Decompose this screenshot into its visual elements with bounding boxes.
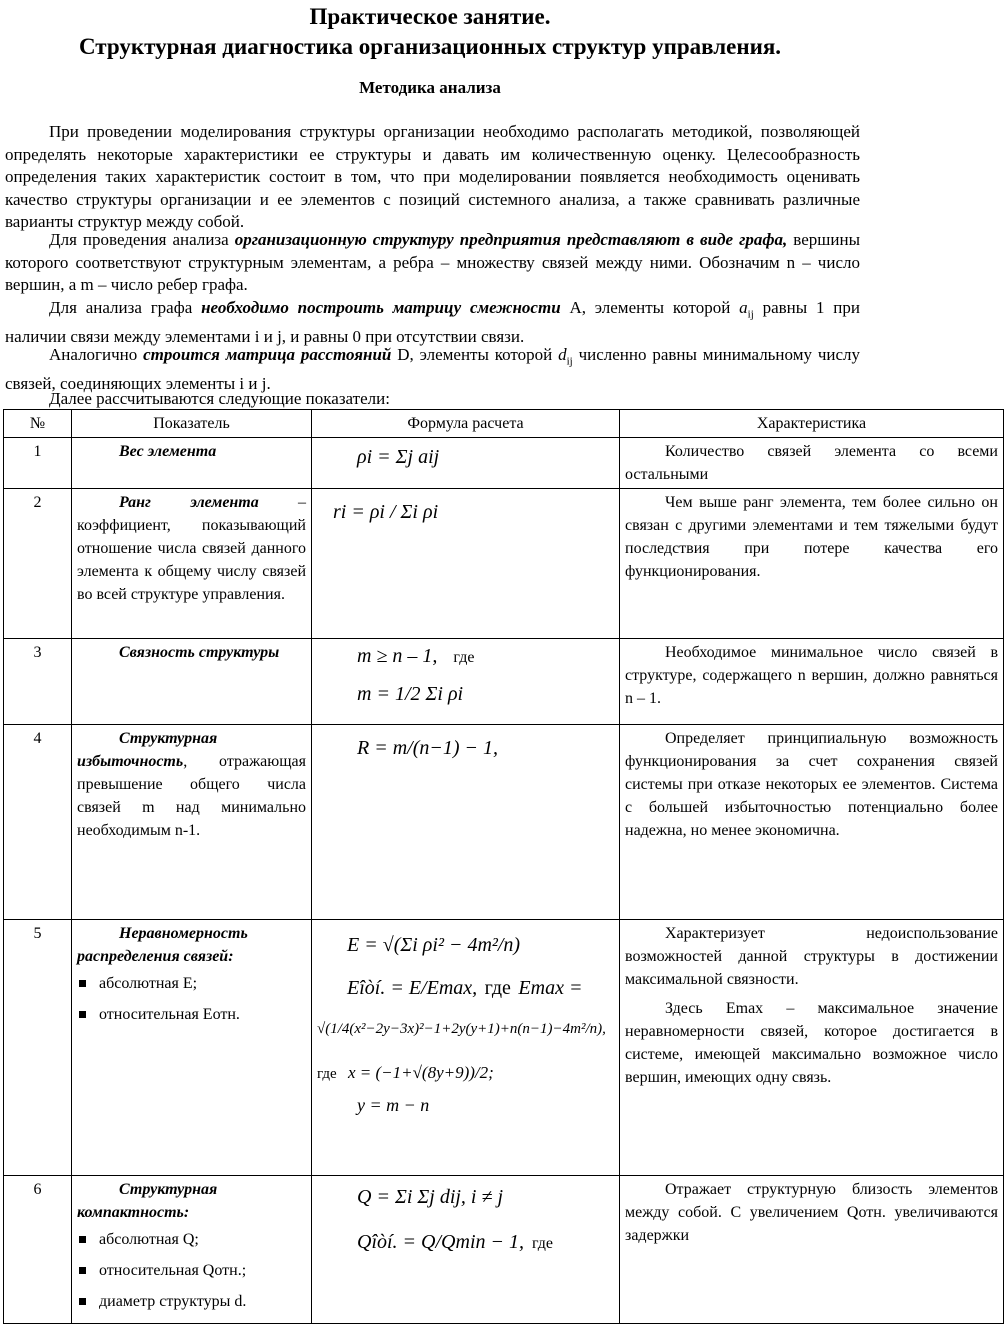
table-row (4, 1176, 1004, 1324)
formula-cell (312, 920, 620, 1176)
row-number: 3 (4, 639, 72, 725)
table-row (4, 725, 1004, 920)
list-item: абсолютная E; (77, 972, 306, 995)
indicator-cell: Структурная избыточность, отражающая превышение общего числа связей m над минимально необходимым n-1. (72, 725, 312, 920)
subtitle: Методика анализа (359, 78, 501, 97)
table-row (4, 639, 1004, 725)
list-item: абсолютная Q; (77, 1228, 306, 1251)
table-row (4, 438, 1004, 489)
row-number: 4 (4, 725, 72, 920)
col-header-num: № (4, 410, 72, 438)
list-item: относительная Qотн.; (77, 1259, 306, 1282)
indicator-cell: Связность структуры (72, 639, 312, 725)
indicators-table (3, 409, 1004, 1324)
formula-weight: ρi = Σj aij (357, 446, 440, 468)
formula-cell (312, 639, 620, 725)
table-row (4, 920, 1004, 1176)
bullet-list (77, 1228, 306, 1313)
formula-cell (312, 725, 620, 920)
indicator-cell: Ранг элемента – коэффициент, показывающий отношение числа связей данного элемента к общему числу связей во всей структуре управления. (72, 489, 312, 639)
table-row (4, 489, 1004, 639)
paragraph-4: Аналогично строится матрица расстояний D, элементы которой $d_{ij}$ численно равны минимальному числу связей, соединяющих элементы i и j. (5, 345, 861, 393)
title-line-2: Структурная диагностика организационных структур управления. (78, 34, 782, 59)
row-number: 6 (4, 1176, 72, 1324)
row-number: 1 (4, 438, 72, 489)
characteristic-cell: Количество связей элемента со всеми остальными (620, 438, 1004, 489)
paragraph-5: Далее рассчитываются следующие показатели: (49, 389, 390, 408)
formula-cell (312, 1176, 620, 1324)
formula-rank: ri = ρi / Σi ρi (333, 501, 439, 523)
formula-cell (312, 489, 620, 639)
paragraph-1: При проведении моделирования структуры организации необходимо располагать методикой, позволяющей определять некоторые характеристики ее структуры и давать им количественную оценку. Целесообразность определения таких характеристик состоит в том, что при моделировании появляется необходимость оценивать качество структуры организации и ее элементов с позиций системного анализа, а также сравнивать различные варианты структур между собой. (5, 122, 860, 231)
formula-compactness-abs: Q = Σi Σj dij, i ≠ j (357, 1186, 504, 1208)
formula-emax: √(1/4(x²−2y−3x)²−1+2y(y+1)+n(n−1)−4m²/n), (317, 1021, 606, 1037)
paragraph-3: Для анализа графа необходимо построить матрицу смежности А, элементы которой $a_{ij}$ равны 1 при наличии связи между элементами i и j, и равны 0 при отсутствии связи. (5, 298, 860, 346)
col-header-indicator: Показатель (72, 410, 312, 438)
formula-y: y = m − n (357, 1095, 430, 1115)
formula-redundancy: R = m/(n−1) − 1, (357, 737, 499, 759)
title-line-1: Практическое занятие. (309, 4, 551, 29)
formula-cell (312, 438, 620, 489)
col-header-formula: Формула расчета (312, 410, 620, 438)
list-item: относительная Eотн. (77, 1003, 306, 1026)
indicator-cell: Неравномерность распределения связей: абсолютная E; относительная Eотн. (72, 920, 312, 1176)
formula-unevenness-rel: Eîòí. = E/Emax, где Emax = (347, 977, 583, 999)
col-header-characteristic: Характеристика (620, 410, 1004, 438)
characteristic-cell: Характеризует недоиспользование возможностей данной структуры в достижении максимальной связности. Здесь Emax – максимальное значение неравномерности связей, которое достигается в системе, имеющей максимально возможное число вершин, имеющих одну связь. (620, 920, 1004, 1176)
formula-connectivity-1: m ≥ n – 1, где (357, 645, 475, 667)
characteristic-cell: Определяет принципиальную возможность функционирования за счет сохранения связей системы при отказе некоторых ее элементов. Система с большей избыточностью потенциально более надежна, но менее экономична. (620, 725, 1004, 920)
paragraph-2: Для проведения анализа организационную структуру предприятия представляют в виде графа, вершины которого соответствуют структурным элементам, а ребра – множеству связей между ними. Обозначим n – число вершин, а m – число ребер графа. (5, 230, 860, 294)
formula-x: где x = (−1+√(8y+9))/2; (317, 1063, 494, 1082)
characteristic-cell: Чем выше ранг элемента, тем более сильно он связан с другими элементами и тем тяжелыми будут последствия при потере качества его функционирования. (620, 489, 1004, 639)
bullet-list (77, 972, 306, 1026)
formula-compactness-rel: Qîòí. = Q/Qmin − 1, где (357, 1231, 554, 1253)
characteristic-cell: Необходимое минимальное число связей в структуре, содержащего n вершин, должно равняться n – 1. (620, 639, 1004, 725)
indicator-cell: Вес элемента (72, 438, 312, 489)
characteristic-cell: Отражает структурную близость элементов между собой. С увеличением Qотн. увеличиваются задержки (620, 1176, 1004, 1324)
row-number: 2 (4, 489, 72, 639)
row-number: 5 (4, 920, 72, 1176)
formula-connectivity-2: m = 1/2 Σi ρi (357, 683, 464, 705)
table-header-row (4, 410, 1004, 438)
formula-unevenness-abs: E = √(Σi ρi² − 4m²/n) (347, 934, 521, 956)
list-item: диаметр структуры d. (77, 1290, 306, 1313)
indicator-cell: Структурная компактность: абсолютная Q; относительная Qотн.; диаметр структуры d. (72, 1176, 312, 1324)
